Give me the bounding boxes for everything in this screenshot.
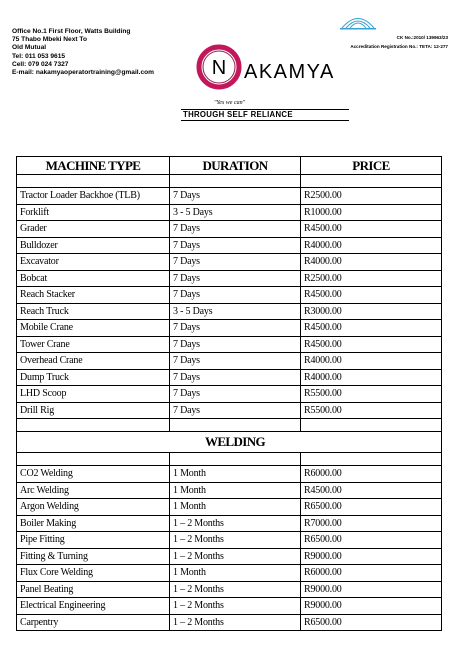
table-body (17, 175, 442, 631)
table-row (17, 581, 442, 598)
table-row (17, 614, 442, 631)
course-name-cell: Carpentry (17, 614, 170, 631)
course-name-cell: Tractor Loader Backhoe (TLB) (17, 188, 170, 205)
price-cell: R9000.00 (301, 598, 442, 615)
price-cell: R6000.00 (301, 466, 442, 483)
table-row (17, 482, 442, 499)
price-cell: R9000.00 (301, 548, 442, 565)
price-cell: R2500.00 (301, 188, 442, 205)
price-cell: R4500.00 (301, 287, 442, 304)
blank-cell (170, 453, 301, 466)
table-row (17, 353, 442, 370)
price-cell: R4000.00 (301, 237, 442, 254)
duration-cell: 7 Days (170, 237, 301, 254)
course-name-cell: Drill Rig (17, 402, 170, 419)
blank-cell (17, 419, 170, 432)
course-name-cell: CO2 Welding (17, 466, 170, 483)
duration-cell: 7 Days (170, 402, 301, 419)
course-name-cell: Fitting & Turning (17, 548, 170, 565)
duration-cell: 7 Days (170, 270, 301, 287)
table-row (17, 386, 442, 403)
duration-cell: 1 – 2 Months (170, 581, 301, 598)
blank-row (17, 453, 442, 466)
course-name-cell: Argon Welding (17, 499, 170, 516)
table-row (17, 548, 442, 565)
duration-cell: 1 – 2 Months (170, 532, 301, 549)
course-name-cell: Bobcat (17, 270, 170, 287)
table-row (17, 466, 442, 483)
price-table (16, 156, 442, 631)
duration-cell: 7 Days (170, 386, 301, 403)
table-row (17, 204, 442, 221)
course-name-cell: Electrical Engineering (17, 598, 170, 615)
price-cell: R1000.00 (301, 204, 442, 221)
table-row (17, 188, 442, 205)
logo-letter: N (211, 57, 227, 79)
course-name-cell: Excavator (17, 254, 170, 271)
table-row (17, 565, 442, 582)
brand-name: AKAMYA (244, 61, 335, 83)
table-row (17, 369, 442, 386)
price-cell: R5500.00 (301, 386, 442, 403)
price-cell: R4500.00 (301, 320, 442, 337)
duration-cell: 7 Days (170, 221, 301, 238)
duration-cell: 1 – 2 Months (170, 548, 301, 565)
course-name-cell: Dump Truck (17, 369, 170, 386)
price-cell: R4000.00 (301, 254, 442, 271)
tagline: THROUGH SELF RELIANCE (183, 110, 293, 119)
blank-cell (301, 419, 442, 432)
address-line: 75 Thabo Mbeki Next To (12, 36, 87, 44)
blank-cell (170, 175, 301, 188)
duration-cell: 3 - 5 Days (170, 204, 301, 221)
duration-cell: 7 Days (170, 369, 301, 386)
course-name-cell: Reach Stacker (17, 287, 170, 304)
duration-cell: 1 Month (170, 565, 301, 582)
course-name-cell: Reach Truck (17, 303, 170, 320)
blank-cell (17, 175, 170, 188)
seta-logo-icon (338, 11, 378, 31)
course-name-cell: Panel Beating (17, 581, 170, 598)
table-row (17, 287, 442, 304)
table-row (17, 221, 442, 238)
price-cell: R4500.00 (301, 221, 442, 238)
duration-cell: 1 – 2 Months (170, 614, 301, 631)
duration-cell: 1 Month (170, 482, 301, 499)
price-cell: R2500.00 (301, 270, 442, 287)
price-cell: R4000.00 (301, 369, 442, 386)
blank-cell (301, 453, 442, 466)
price-cell: R4500.00 (301, 336, 442, 353)
blank-cell (170, 419, 301, 432)
table-row (17, 237, 442, 254)
duration-cell: 7 Days (170, 254, 301, 271)
duration-cell: 7 Days (170, 287, 301, 304)
course-name-cell: Flux Core Welding (17, 565, 170, 582)
table-row (17, 598, 442, 615)
blank-cell (17, 453, 170, 466)
price-cell: R6500.00 (301, 499, 442, 516)
blank-row (17, 419, 442, 432)
course-name-cell: Arc Welding (17, 482, 170, 499)
price-cell: R6500.00 (301, 532, 442, 549)
address-line: Old Mutual (12, 44, 47, 52)
table-row (17, 303, 442, 320)
section-title-welding: WELDING (170, 432, 301, 453)
blank-row (17, 175, 442, 188)
price-cell: R4500.00 (301, 482, 442, 499)
address-line: E-mail: nakamyaoperatortraining@gmail.com (12, 69, 155, 77)
duration-cell: 7 Days (170, 353, 301, 370)
table-row (17, 515, 442, 532)
blank-cell (301, 175, 442, 188)
price-cell: R5500.00 (301, 402, 442, 419)
table-row (17, 270, 442, 287)
course-name-cell: Pipe Fitting (17, 532, 170, 549)
course-name-cell: Overhead Crane (17, 353, 170, 370)
course-name-cell: Grader (17, 221, 170, 238)
registration-info (350, 33, 448, 51)
duration-cell: 1 – 2 Months (170, 598, 301, 615)
course-name-cell: Forklift (17, 204, 170, 221)
table-row (17, 402, 442, 419)
address-line: Cell: 079 024 7327 (12, 60, 69, 68)
section-row (17, 432, 442, 453)
course-name-cell: Boiler Making (17, 515, 170, 532)
course-name-cell: Mobile Crane (17, 320, 170, 337)
slogan: "Yes we can" (214, 100, 246, 106)
course-name-cell: Bulldozer (17, 237, 170, 254)
price-cell: R7000.00 (301, 515, 442, 532)
header-machine-type: MACHINE TYPE (17, 157, 170, 175)
header-price: PRICE (301, 157, 442, 175)
table-row (17, 254, 442, 271)
price-cell: R6500.00 (301, 614, 442, 631)
accreditation-number: Accreditation Registration No.: TETA: 12-277 (350, 44, 448, 49)
nakamya-n-logo-icon (196, 44, 242, 90)
address-line: Tel: 011 053 9615 (12, 52, 66, 60)
duration-cell: 1 – 2 Months (170, 515, 301, 532)
duration-cell: 7 Days (170, 336, 301, 353)
price-cell: R4000.00 (301, 353, 442, 370)
table-header-row (17, 157, 442, 175)
duration-cell: 1 Month (170, 466, 301, 483)
price-cell: R6000.00 (301, 565, 442, 582)
duration-cell: 7 Days (170, 188, 301, 205)
duration-cell: 1 Month (170, 499, 301, 516)
duration-cell: 7 Days (170, 320, 301, 337)
price-cell: R3000.00 (301, 303, 442, 320)
address-line: Office No.1 First Floor, Watts Building (12, 28, 131, 35)
table-row (17, 532, 442, 549)
table-row (17, 320, 442, 337)
header-duration: DURATION (170, 157, 301, 175)
table-row (17, 499, 442, 516)
ck-number: CK No.:2010/ 139963/23 (396, 35, 448, 40)
course-name-cell: LHD Scoop (17, 386, 170, 403)
course-name-cell: Tower Crane (17, 336, 170, 353)
price-cell: R9000.00 (301, 581, 442, 598)
table-row (17, 336, 442, 353)
company-address (12, 28, 154, 77)
section-blank-cell (17, 432, 170, 453)
duration-cell: 3 - 5 Days (170, 303, 301, 320)
section-blank-cell (301, 432, 442, 453)
